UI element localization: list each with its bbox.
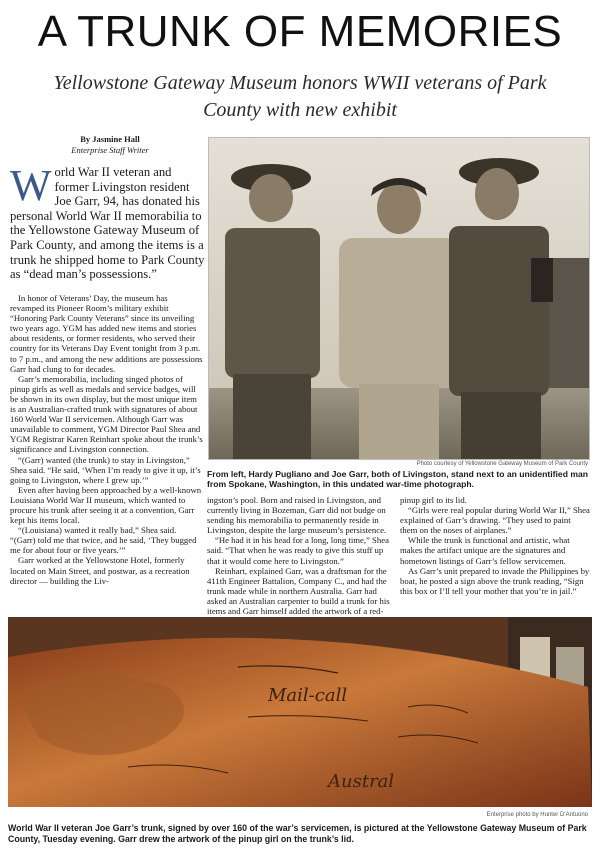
trunk-photograph bbox=[8, 617, 592, 807]
paragraph: As Garr’s unit prepared to invade the Philippines by boat, he posted a sign above the trunk reading, “Sign this box or I’ll tell your mother that you’re in jail.” bbox=[400, 565, 590, 596]
paragraph: “(Louisiana) wanted it really bad,” Shea said. “(Garr) told me that twice, and he said, ‘They bugged me for about four or five years.’” bbox=[10, 525, 197, 556]
byline bbox=[20, 134, 200, 156]
photo-credit: Enterprise photo by Hunter D’Antuono bbox=[486, 812, 588, 818]
deck-subheadline: Yellowstone Gateway Museum honors WWII veterans of Park County with new exhibit bbox=[53, 72, 547, 121]
byline-author: By Jasmine Hall bbox=[80, 134, 140, 144]
trunk-image bbox=[8, 617, 592, 807]
wartime-photograph bbox=[208, 137, 590, 460]
paragraph: “He had it in his head for a long, long time,” Shea said. “That when he was ready to give this stuff up that it would come here to Livingston.” bbox=[207, 535, 389, 566]
lede-paragraph bbox=[10, 161, 205, 282]
headline: A TRUNK OF MEMORIES bbox=[37, 7, 563, 56]
paragraph: pinup girl to its lid. bbox=[400, 495, 467, 505]
paragraph: Reinhart, explained Garr, was a draftsman for the 411th Engineer Battalion, Company C., and had the trunk made while in northern Australia. Garr had asked an Australian carpenter to build a trunk for his items and Garr himself added the artwork of a red- bbox=[207, 565, 390, 617]
trunk-writing-austral: Austral bbox=[328, 771, 395, 792]
article-column-1 bbox=[10, 293, 203, 586]
article-column-3 bbox=[400, 495, 590, 596]
paragraph: Even after having been approached by a well-known Louisiana World War II museum, which wanted to procure his trunk after seeing it at a convention, Garr kept his items local. bbox=[10, 484, 202, 526]
photo-credit: Photo courtesy of Yellowstone Gateway Museum of Park County bbox=[416, 461, 588, 467]
photo-caption: From left, Hardy Pugliano and Joe Garr, both of Livingston, stand next to an unidentified man from Spokane, Washington, in this undated war-time photograph. bbox=[207, 469, 589, 489]
paragraph: While the trunk is functional and artistic, what makes the artifact unique are the signatures and hometown listings of Garr’s fellow servicemen. bbox=[400, 535, 570, 566]
trunk-writing-mail-call: Mail-call bbox=[268, 685, 348, 706]
drop-cap: W bbox=[10, 161, 52, 210]
three-soldiers-image bbox=[209, 138, 590, 460]
article-column-2 bbox=[207, 495, 397, 626]
paragraph: Garr’s memorabilia, including singed photos of pinup girls as well as medals and service badges, will be shown in its own display, but the most unique item is an Australian-crafted trunk with signatures of about 160 World War II servicemen. Although Garr was unavailable to comment, YGM Director Paul Shea and YGM Registrar Karen Reinhart spoke about the trunk’s significance and Livingston connection. bbox=[10, 373, 203, 455]
paragraph: ingston’s pool. Born and raised in Livingston, and currently living in Bozeman, Garr did not budge on sending his memorabilia to permanently reside in Livingston, despite the large museum’s persistence. bbox=[207, 495, 387, 536]
paragraph: In honor of Veterans’ Day, the museum has revamped its Pioneer Room’s military exhibit “Honoring Park County Veterans” since its unveiling two years ago. YGM has added new items and stories about residents, or former residents, who served their country for its Veterans Day Event tonight from 3 p.m. to 7 p.m., and among the new additions are possessions Garr had clung to for decades. bbox=[10, 293, 203, 374]
lede-text: orld War II veteran and former Livingston resident Joe Garr, 94, has donated his personal World War II memorabilia to the Yellowstone Gateway Museum of Park County, and among the items is a trunk he shipped home to Park County as “dead man’s possessions.” bbox=[10, 165, 205, 282]
paragraph: “(Garr) wanted (the trunk) to stay in Livingston,” Shea said. “He said, ‘When I’m ready to give it up, it’s going to Livingston, where I grew up.’” bbox=[10, 454, 201, 485]
byline-title: Enterprise Staff Writer bbox=[71, 145, 149, 155]
photo-caption: World War II veteran Joe Garr’s trunk, signed by over 160 of the war’s servicemen, is pictured at the Yellowstone Gateway Museum of Park County, Tuesday evening. Garr drew the artwork of the pinup girl on the trunk’s lid. bbox=[8, 823, 587, 844]
paragraph: Garr worked at the Yellowstone Hotel, formerly located on Main Street, and postwar, as a recreation director — building the Liv- bbox=[10, 555, 190, 586]
paragraph: “Girls were real popular during World War II,” Shea explained of Garr’s drawing. “They used to paint them on the noses of airplanes.” bbox=[400, 505, 590, 536]
